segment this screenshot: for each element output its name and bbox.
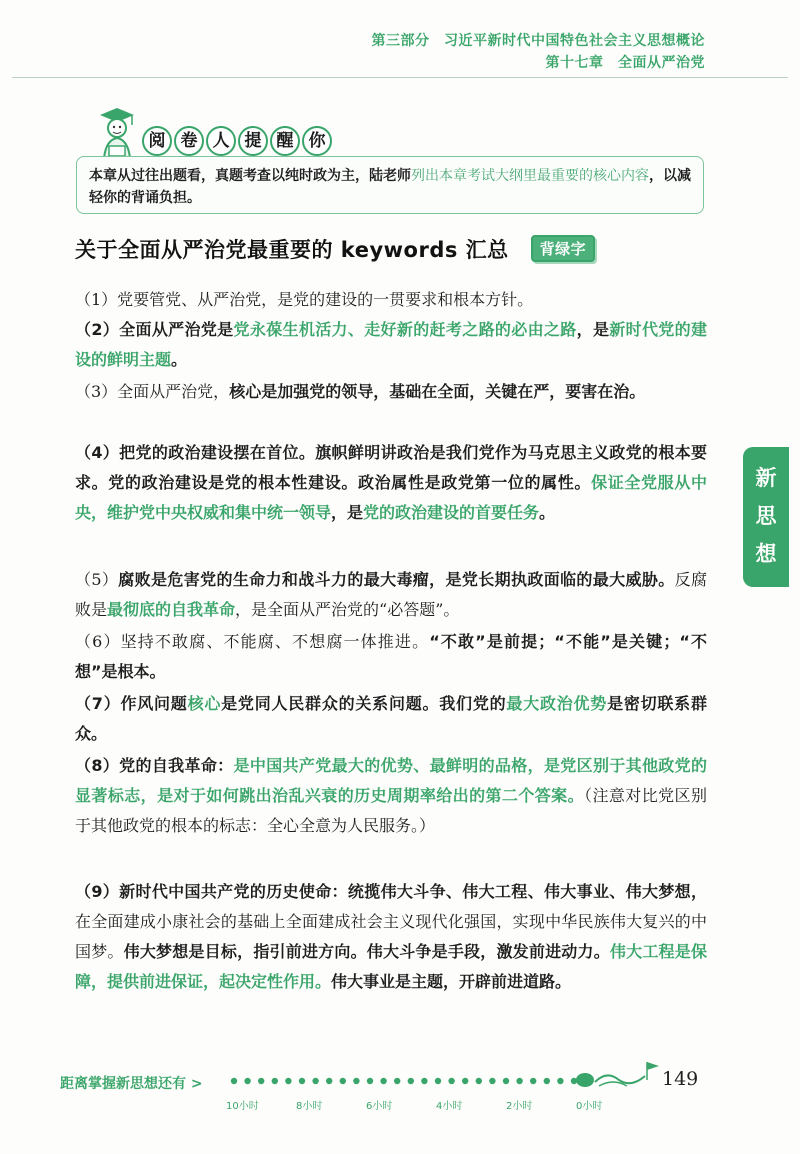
keyword-item-5 [75, 565, 707, 625]
item-text: ，是 [576, 320, 610, 339]
section-title-text: 关于全面从严治党最重要的 keywords 汇总 [75, 238, 509, 262]
progress-dot [394, 1078, 400, 1084]
progress-label: 距离掌握新思想还有 > [60, 1076, 203, 1092]
reminder-title-char: 人 [206, 126, 236, 156]
progress-dot [421, 1078, 427, 1084]
progress-dot [408, 1078, 414, 1084]
item-text: （3）全面从严治党， [75, 382, 230, 401]
item-text: 在全面建成小康社会的基础上全面建成社会主义现代化强国，实现中华民族伟大复兴的中国梦。 [75, 912, 707, 961]
item-text: （8）党的自我革命： [75, 756, 234, 775]
keyword-item-3 [75, 377, 707, 407]
page-number: 149 [662, 1068, 699, 1090]
wave-flag-icon [575, 1058, 665, 1092]
item-text: （1）党要管党、从严治党，是党的建设的一贯要求和根本方针。 [75, 290, 534, 309]
item-text: （6）坚持不敢腐、不能腐、不想腐一体推进。 [75, 632, 430, 651]
section-title [75, 234, 595, 264]
item-highlight: 是中国共产党最大的优势、最鲜明的品格，是党区别于其他政党的显著标志，是对于如何跳出治乱兴衰的历史周期率给出的第二个答案。 [75, 756, 707, 805]
item-text: 是党同人民群众的关系问题。我们党的 [221, 694, 507, 713]
reminder-title-char: 提 [238, 126, 268, 156]
tick-label: 4小时 [436, 1101, 463, 1112]
progress-dot [380, 1078, 386, 1084]
progress-dot [489, 1078, 495, 1084]
progress-dot [244, 1078, 250, 1084]
tick-label: 0小时 [576, 1101, 603, 1112]
keyword-item-1 [75, 285, 707, 315]
reminder-title-char: 阅 [142, 126, 172, 156]
running-header-chapter: 第十七章 全面从严治党 [545, 55, 705, 71]
header-divider [12, 77, 788, 78]
tick-label: 10小时 [226, 1101, 259, 1112]
reminder-title [142, 126, 332, 156]
keyword-item-8 [75, 751, 707, 841]
keyword-item-6 [75, 627, 707, 687]
item-text: ，是全面从严治党的“必答题”。 [235, 600, 460, 619]
reminder-highlight: 列出本章考试大纲里最重要的核心内容 [411, 168, 649, 184]
progress-dot [326, 1078, 332, 1084]
item-text: （4）把党的政治建设摆在首位。旗帜鲜明讲政治是我们党作为马克思主义政党的根本要求。党的政治建设是党的根本性建设。政治属性是政党第一位的属性。 [75, 443, 707, 492]
progress-dot [557, 1078, 563, 1084]
keyword-item-4 [75, 438, 707, 528]
progress-dot [285, 1078, 291, 1084]
progress-dot [544, 1078, 550, 1084]
reminder-text-end: ，以减轻你的背诵负担。 [89, 168, 691, 206]
side-tab-char: 思 [755, 504, 777, 528]
progress-dot [353, 1078, 359, 1084]
side-tab-char: 想 [755, 542, 777, 566]
progress-dot [435, 1078, 441, 1084]
item-highlight: 新时代党的建设的鲜明主题 [75, 320, 707, 369]
item-text: 是密切联系群众。 [75, 694, 707, 743]
progress-dot [448, 1078, 454, 1084]
item-text: （5） [75, 570, 119, 589]
progress-dot [312, 1078, 318, 1084]
item-highlight: 最大政治优势 [506, 694, 608, 713]
tick-label: 2小时 [506, 1101, 533, 1112]
item-text: （9）新时代中国共产党的历史使命：统揽伟大斗争、伟大工程、伟大事业、伟大梦想， [75, 882, 707, 901]
progress-dot [272, 1078, 278, 1084]
side-tab-char: 新 [755, 466, 777, 490]
progress-dot [299, 1078, 305, 1084]
progress-dot [340, 1078, 346, 1084]
item-text: （7）作风问题 [75, 694, 188, 713]
item-text: 。 [171, 350, 188, 369]
item-note: （注意对比党区别于其他政党的根本的标志：全心全意为人民服务。） [75, 786, 707, 835]
progress-dot [258, 1078, 264, 1084]
progress-dot [462, 1078, 468, 1084]
reminder-text: 本章从过往出题看，真题考查以纯时政为主，陆老师 [89, 168, 411, 184]
item-text: （2）全面从严治党是 [75, 320, 234, 339]
item-highlight: 保证全党服从中央，维护党中央权威和集中统一领导 [75, 473, 707, 522]
item-highlight: 党永葆生机活力、走好新的赶考之路的必由之路 [233, 320, 577, 339]
reminder-heading [96, 104, 332, 160]
keyword-item-9 [75, 877, 707, 997]
progress-dot [516, 1078, 522, 1084]
item-highlight: 最彻底的自我革命 [107, 600, 236, 619]
reminder-title-char: 你 [302, 126, 332, 156]
item-highlight: 党的政治建设的首要任务 [363, 503, 540, 522]
item-text: 伟大梦想是目标，指引前进方向。伟大斗争是手段，激发前进动力。 [123, 942, 610, 961]
reminder-title-char: 卷 [174, 126, 204, 156]
memorize-badge: 背绿字 [531, 235, 596, 262]
keyword-item-7 [75, 689, 707, 749]
reminder-box [76, 156, 704, 214]
progress-dot [231, 1078, 237, 1084]
progress-dots [230, 1073, 582, 1093]
reminder-title-char: 醒 [270, 126, 300, 156]
item-highlight: 核心 [187, 694, 222, 713]
graduate-mascot-icon [96, 106, 138, 160]
item-text: 腐败是危害党的生命力和战斗力的最大毒瘤，是党长期执政面临的最大威胁。 [118, 570, 675, 589]
item-text: 核心是加强党的领导，基础在全面，关键在严，要害在治。 [229, 382, 646, 401]
running-header-part: 第三部分 习近平新时代中国特色社会主义思想概论 [371, 33, 705, 49]
item-text: ，是 [331, 503, 364, 522]
item-text: 伟大事业是主题，开辟前进道路。 [331, 972, 572, 991]
item-text: 反腐败是 [75, 570, 707, 619]
side-tab-new-thought [743, 447, 789, 587]
item-text: 。 [539, 503, 556, 522]
keyword-item-2 [75, 315, 707, 375]
tick-label: 8小时 [296, 1101, 323, 1112]
item-highlight: 伟大工程是保障，提供前进保证，起决定性作用。 [75, 942, 707, 991]
progress-dot [367, 1078, 373, 1084]
item-text: “不敢”是前提；“不能”是关键；“不想”是根本。 [75, 632, 707, 681]
progress-dot [476, 1078, 482, 1084]
progress-dot [503, 1078, 509, 1084]
progress-dot [530, 1078, 536, 1084]
tick-label: 6小时 [366, 1101, 393, 1112]
